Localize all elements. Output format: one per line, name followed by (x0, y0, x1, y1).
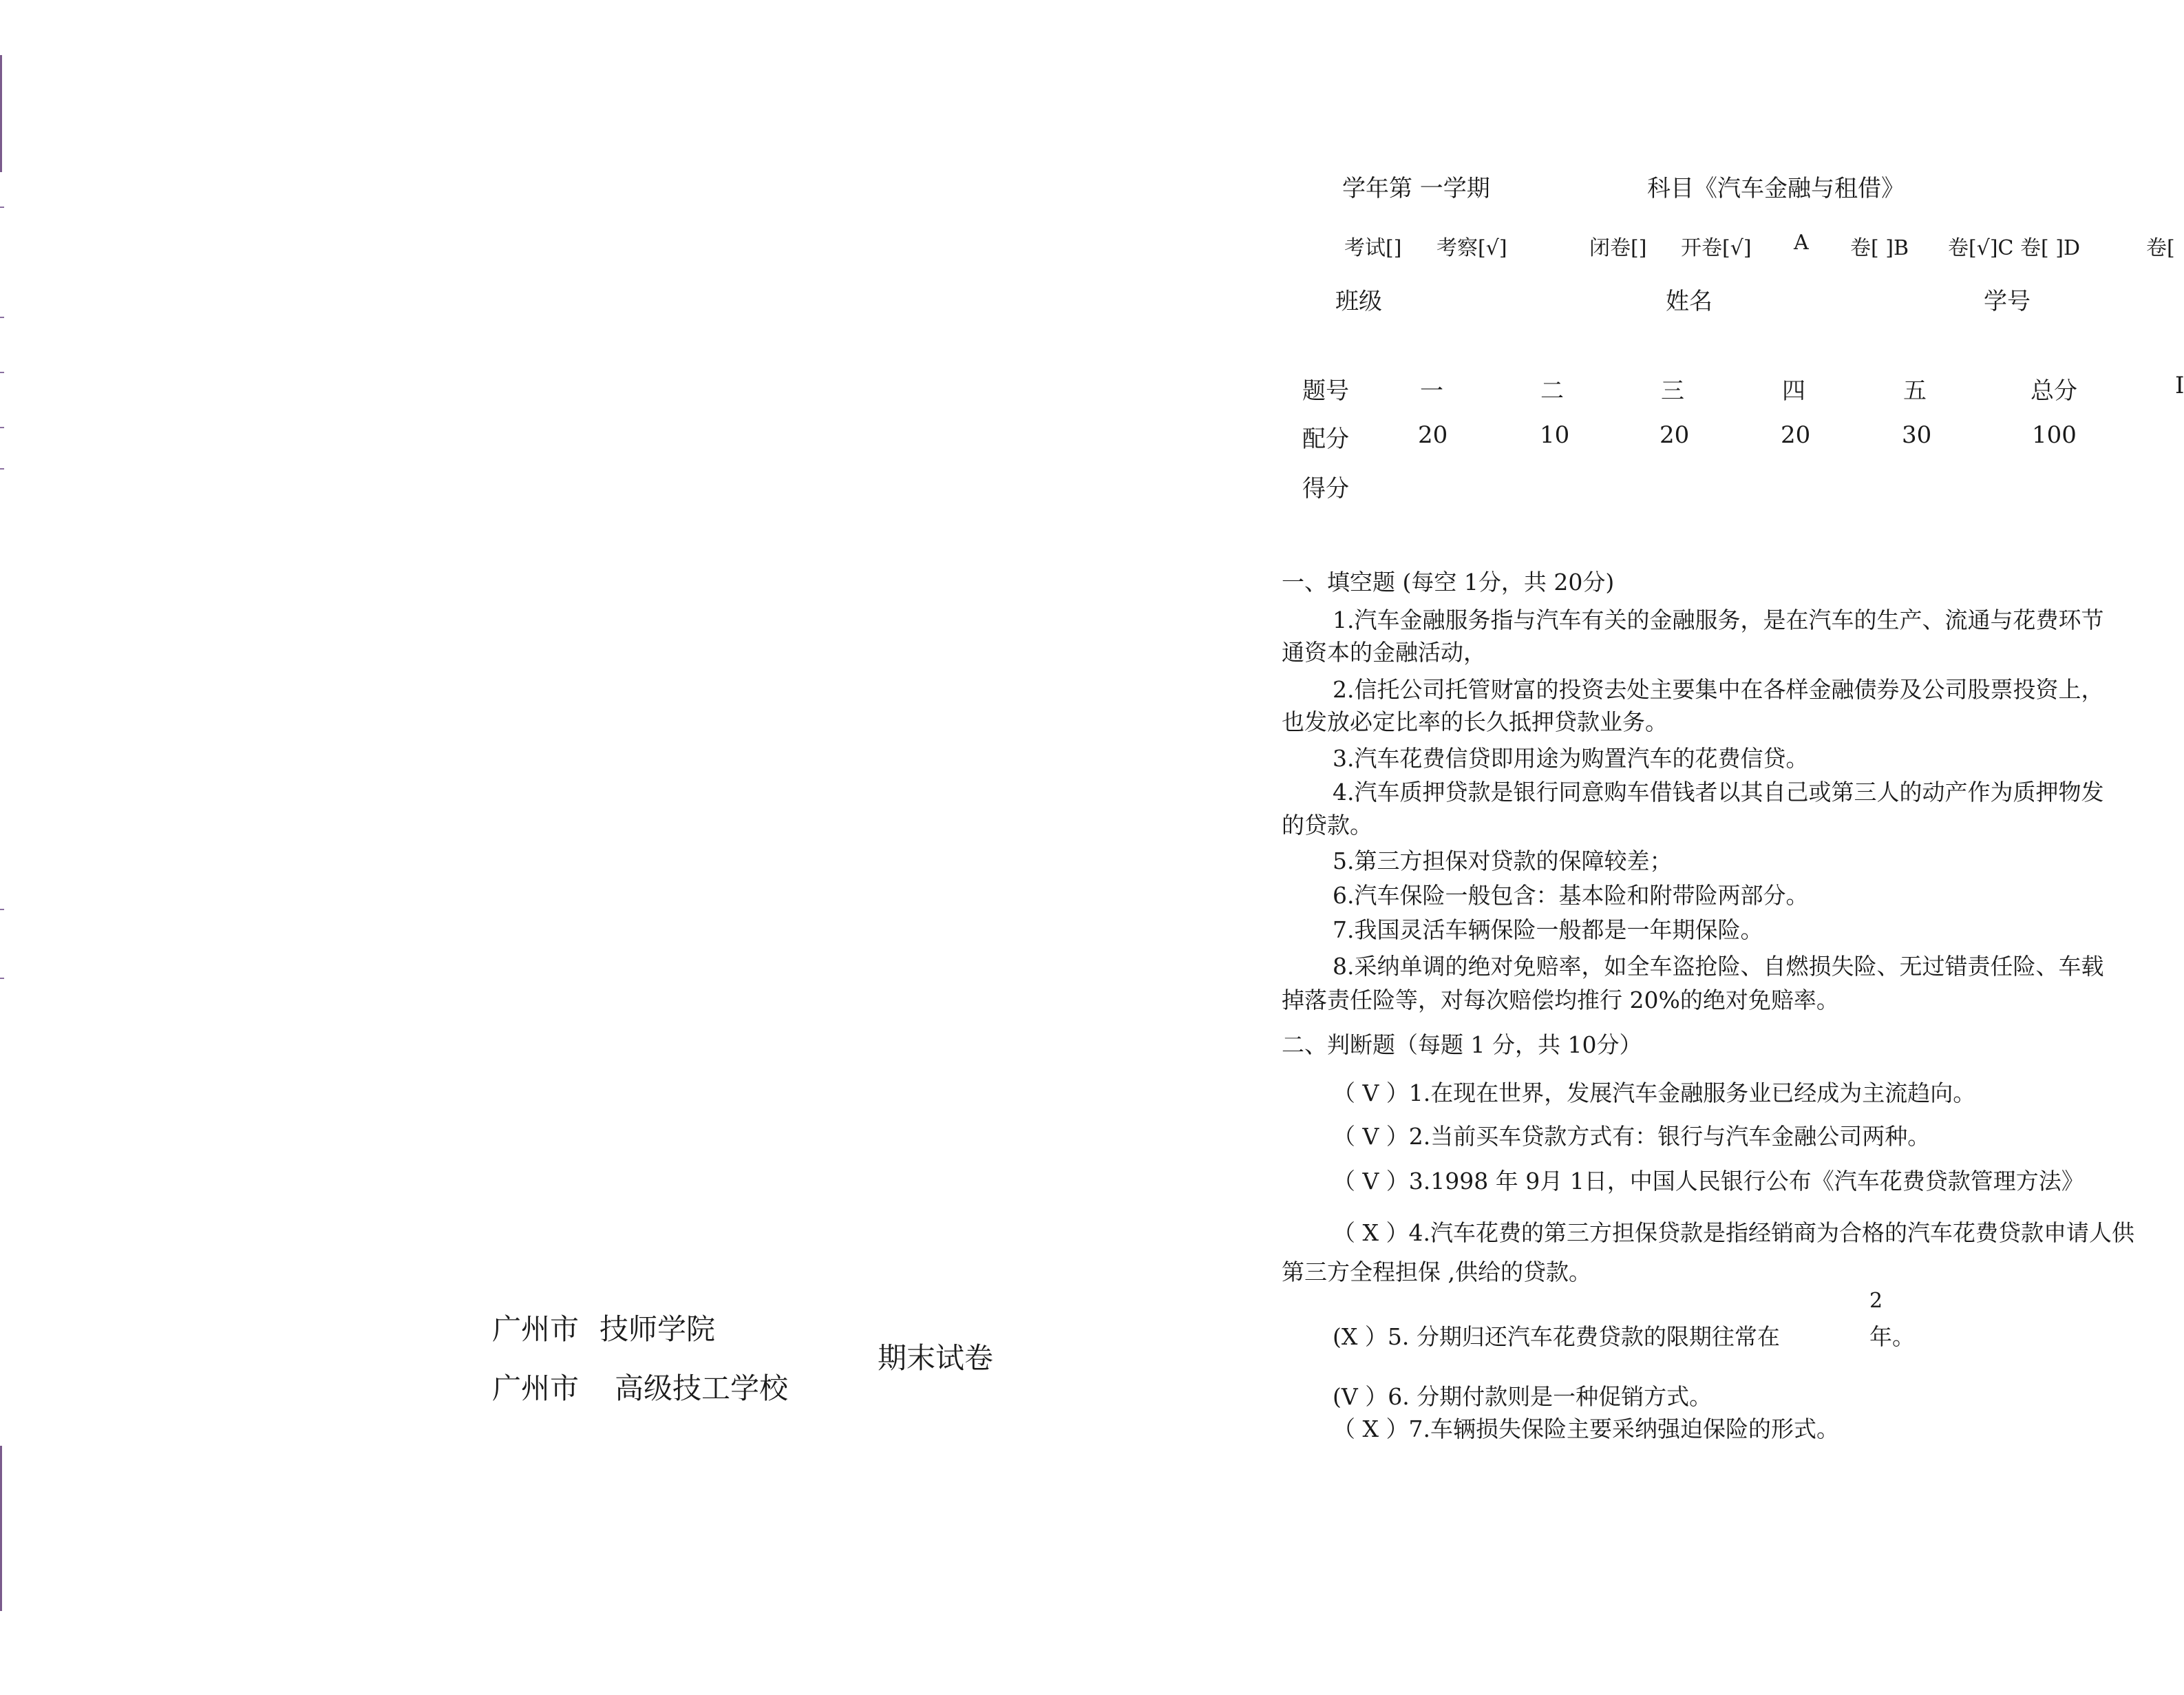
option-paper-b: 卷[ ]B (1850, 236, 1909, 260)
row-label-question: 题号 (1302, 377, 1349, 405)
s2-item1: （ V ）1.在现在世界，发展汽车金融服务业已经成为主流趋向。 (1333, 1080, 1976, 1106)
row-label-score: 得分 (1302, 475, 1349, 503)
col-3: 三 (1661, 377, 1684, 405)
option-paper-d: 卷[ (2146, 236, 2175, 260)
col-5: 五 (1903, 377, 1927, 405)
student-id-label: 学号 (1984, 288, 2031, 315)
s2-item5-superscript: 2 (1869, 1289, 1883, 1313)
s2-item2: （ V ）2.当前买车贷款方式有：银行与汽车金融公司两种。 (1333, 1123, 1931, 1150)
option-inspect: 考察[√] (1436, 236, 1507, 260)
section1-title: 一、填空题 (每空 1分，共 20分) (1282, 569, 1615, 596)
option-a: A (1794, 231, 1809, 255)
margin-tick (0, 317, 4, 318)
s1-item6: 6.汽车保险一般包含：基本险和附带险两部分。 (1333, 882, 1809, 909)
s2-item5: (X ）5. 分期归还汽车花费贷款的限期往常在 (1333, 1323, 1780, 1350)
s2-item3: （ V ）3.1998 年 9月 1日，中国人民银行公布《汽车花费贷款管理方法》 (1333, 1168, 2084, 1194)
s1-item2-cont: 也发放必定比率的长久抵押贷款业务。 (1282, 708, 1668, 735)
s1-item1-cont: 通资本的金融活动， (1282, 639, 1486, 666)
s1-item4-cont: 的贷款。 (1282, 812, 1372, 839)
class-label: 班级 (1335, 288, 1382, 315)
option-paper-c: 卷[√]C 卷[ ]D (1948, 236, 2081, 260)
option-closed-book: 闭卷[] (1589, 236, 1647, 260)
margin-tick (0, 909, 4, 910)
margin-tick (0, 978, 4, 979)
col-total: 总分 (2031, 377, 2077, 405)
exam-type-title: 期末试卷 (878, 1341, 994, 1375)
s1-item7: 7.我国灵活车辆保险一般都是一年期保险。 (1333, 916, 1763, 943)
points-3: 20 (1660, 421, 1690, 449)
points-4: 20 (1781, 421, 1811, 449)
binding-margin-top (0, 55, 2, 172)
s1-item1: 1.汽车金融服务指与汽车有关的金融服务，是在汽车的生产、流通与花费环节 (1333, 607, 2104, 633)
col-4: 四 (1782, 377, 1805, 405)
margin-tick (0, 427, 4, 428)
section2-title: 二、判断题（每题 1 分，共 10分） (1282, 1031, 1642, 1058)
subject-label: 科目《汽车金融与租借》 (1647, 175, 1905, 202)
col-2: 二 (1540, 377, 1564, 405)
points-1: 20 (1418, 421, 1448, 449)
margin-tick (0, 207, 4, 208)
s1-item3: 3.汽车花费信贷即用途为购置汽车的花费信贷。 (1333, 745, 1809, 772)
s1-item8: 8.采纳单调的绝对免赔率，如全车盗抢险、自燃损失险、无过错责任险、车载 (1333, 953, 2104, 980)
table-edge-mark: I (2175, 372, 2184, 399)
s1-item4: 4.汽车质押贷款是银行同意购车借钱者以其自己或第三人的动产作为质押物发 (1333, 779, 2104, 806)
option-open-book: 开卷[√] (1681, 236, 1752, 260)
points-5: 30 (1902, 421, 1932, 449)
s2-item4-cont: 第三方全程担保 ,供给的贷款。 (1282, 1259, 1591, 1285)
s2-item6: (V ）6. 分期付款则是一种促销方式。 (1333, 1383, 1713, 1410)
row-label-points: 配分 (1302, 425, 1349, 453)
cover-line1-city: 广州市 (492, 1312, 580, 1346)
col-1: 一 (1420, 377, 1443, 405)
binding-margin-bottom (0, 1446, 2, 1611)
margin-tick (0, 372, 4, 373)
margin-tick (0, 468, 4, 470)
s1-item2: 2.信托公司托管财富的投资去处主要集中在各样金融债券及公司股票投资上， (1333, 676, 2104, 703)
points-2: 10 (1540, 421, 1570, 449)
term-label: 学年第 一学期 (1342, 175, 1490, 202)
s2-item7: （ X ）7.车辆损失保险主要采纳强迫保险的形式。 (1333, 1415, 1839, 1442)
name-label: 姓名 (1666, 288, 1713, 315)
s1-item8-cont: 掉落责任险等，对每次赔偿均推行 20%的绝对免赔率。 (1282, 987, 1839, 1013)
cover-line2-city: 广州市 (492, 1371, 580, 1405)
s2-item4: （ X ）4.汽车花费的第三方担保贷款是指经销商为合格的汽车花费贷款申请人供 (1333, 1219, 2134, 1246)
s2-item5-tail: 年。 (1869, 1323, 1915, 1350)
cover-line1-name: 技师学院 (600, 1312, 716, 1346)
points-total: 100 (2032, 421, 2077, 449)
cover-line2-name: 高级技工学校 (615, 1371, 789, 1405)
s1-item5: 5.第三方担保对贷款的保障较差； (1333, 848, 1673, 874)
option-exam: 考试[] (1344, 236, 1402, 260)
